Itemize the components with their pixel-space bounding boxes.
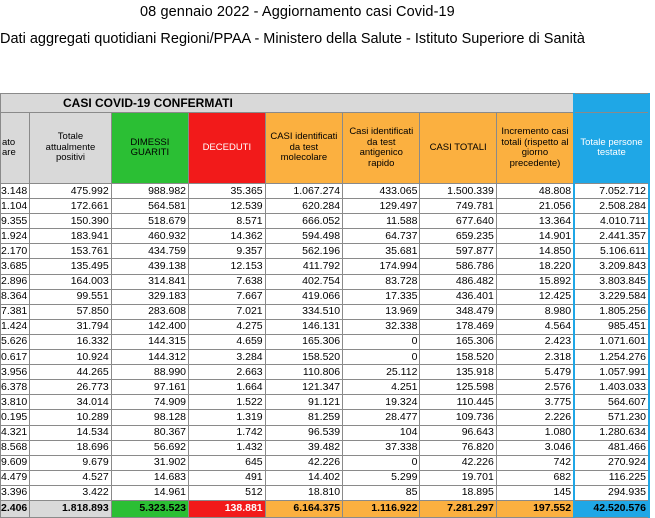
table-cell: 666.052 — [265, 214, 342, 229]
total-cell: 1.818.893 — [30, 500, 111, 517]
table-cell: 3.148 — [1, 184, 30, 199]
group-title-row — [1, 94, 655, 113]
table-cell: 3.396 — [1, 485, 30, 500]
covid-table-container — [0, 93, 655, 518]
table-cell: 742 — [496, 455, 574, 470]
table-cell: 3.229.584 — [574, 289, 649, 304]
table-cell: 18.810 — [265, 485, 342, 500]
table-row — [1, 350, 655, 365]
group-title: CASI COVID-19 CONFERMATI — [1, 94, 575, 113]
table-cell: 5.479 — [496, 365, 574, 380]
table-row — [1, 274, 655, 289]
table-cell: 659.235 — [420, 229, 496, 244]
table-cell: 9.609 — [1, 455, 30, 470]
table-cell: 7.638 — [189, 274, 266, 289]
col-header-deceduti: DECEDUTI — [189, 113, 266, 184]
table-cell: 1.805.256 — [574, 304, 649, 319]
table-cell: 17.335 — [343, 289, 420, 304]
table-cell: 2.441.357 — [574, 229, 649, 244]
table-cell: 14.362 — [189, 229, 266, 244]
col-header-attualmente-positivi: Totale attualmente positivi — [30, 113, 111, 184]
table-cell: 146.131 — [265, 319, 342, 334]
table-cell: 35.365 — [189, 184, 266, 199]
table-cell: 645 — [189, 455, 266, 470]
table-cell: 2.318 — [496, 350, 574, 365]
table-cell: 571.230 — [574, 410, 649, 425]
col-header-dimessi-guariti: DIMESSI GUARITI — [111, 113, 188, 184]
totals-row — [1, 500, 655, 517]
table-cell: 270.924 — [574, 455, 649, 470]
table-cell: 2.576 — [496, 380, 574, 395]
table-cell: 1.280.634 — [574, 425, 649, 440]
table-cell: 104 — [343, 425, 420, 440]
table-cell: 0.617 — [1, 350, 30, 365]
table-cell: 7.667 — [189, 289, 266, 304]
table-cell: 121.347 — [265, 380, 342, 395]
blue-header-top — [574, 94, 649, 113]
table-cell: 37.338 — [343, 440, 420, 455]
table-cell: 3.209.843 — [574, 259, 649, 274]
table-cell: 96.539 — [265, 425, 342, 440]
table-cell: 153.761 — [30, 244, 111, 259]
table-cell: 164.003 — [30, 274, 111, 289]
table-row — [1, 229, 655, 244]
table-cell: 988.982 — [111, 184, 188, 199]
table-cell: 5.299 — [343, 470, 420, 485]
table-cell: 9.679 — [30, 455, 111, 470]
table-row — [1, 319, 655, 334]
table-cell: 85 — [343, 485, 420, 500]
table-cell: 3.284 — [189, 350, 266, 365]
table-cell: 165.306 — [420, 334, 496, 349]
table-cell: 32.338 — [343, 319, 420, 334]
col-header-test-molecolare: CASI identificati da test molecolare — [265, 113, 342, 184]
table-cell: 3.775 — [496, 395, 574, 410]
table-row — [1, 410, 655, 425]
total-cell: 197.552 — [496, 500, 574, 517]
table-cell: 183.941 — [30, 229, 111, 244]
table-cell: 18.696 — [30, 440, 111, 455]
table-cell: 42.226 — [265, 455, 342, 470]
table-row — [1, 470, 655, 485]
table-cell: 142.400 — [111, 319, 188, 334]
table-cell: 26.773 — [30, 380, 111, 395]
table-cell: 486.482 — [420, 274, 496, 289]
table-cell: 1.432 — [189, 440, 266, 455]
table-cell: 6.378 — [1, 380, 30, 395]
table-cell: 14.534 — [30, 425, 111, 440]
table-row — [1, 334, 655, 349]
table-cell: 109.736 — [420, 410, 496, 425]
table-cell: 1.924 — [1, 229, 30, 244]
table-cell: 135.918 — [420, 365, 496, 380]
table-cell: 1.080 — [496, 425, 574, 440]
table-row — [1, 289, 655, 304]
total-cell: 138.881 — [189, 500, 266, 517]
col-header-persone-testate: Totale persone testate — [574, 113, 649, 184]
table-cell: 4.010.711 — [574, 214, 649, 229]
table-row — [1, 395, 655, 410]
table-cell: 31.794 — [30, 319, 111, 334]
table-cell: 4.321 — [1, 425, 30, 440]
table-cell: 564.607 — [574, 395, 649, 410]
table-cell: 14.683 — [111, 470, 188, 485]
table-cell: 83.728 — [343, 274, 420, 289]
table-cell: 4.275 — [189, 319, 266, 334]
table-cell: 14.961 — [111, 485, 188, 500]
table-cell: 2.423 — [496, 334, 574, 349]
table-cell: 597.877 — [420, 244, 496, 259]
table-row — [1, 184, 655, 199]
table-row — [1, 425, 655, 440]
table-cell: 16.332 — [30, 334, 111, 349]
table-cell: 594.498 — [265, 229, 342, 244]
table-cell: 1.664 — [189, 380, 266, 395]
table-cell: 8.980 — [496, 304, 574, 319]
table-cell: 125.598 — [420, 380, 496, 395]
table-cell: 34.014 — [30, 395, 111, 410]
table-cell: 1.104 — [1, 199, 30, 214]
table-cell: 18.220 — [496, 259, 574, 274]
table-cell: 99.551 — [30, 289, 111, 304]
col-header-0: ato are — [1, 113, 30, 184]
table-cell: 2.508.284 — [574, 199, 649, 214]
table-cell: 411.792 — [265, 259, 342, 274]
table-cell: 5.106.611 — [574, 244, 649, 259]
table-cell: 0 — [343, 455, 420, 470]
table-cell: 12.425 — [496, 289, 574, 304]
total-cell: 2.406 — [1, 500, 30, 517]
table-cell: 682 — [496, 470, 574, 485]
table-cell: 116.225 — [574, 470, 649, 485]
column-header-row — [1, 113, 655, 184]
table-cell: 4.527 — [30, 470, 111, 485]
table-cell: 2.896 — [1, 274, 30, 289]
table-cell: 28.477 — [343, 410, 420, 425]
table-cell: 314.841 — [111, 274, 188, 289]
table-cell: 1.500.339 — [420, 184, 496, 199]
table-row — [1, 214, 655, 229]
table-cell: 334.510 — [265, 304, 342, 319]
table-cell: 1.424 — [1, 319, 30, 334]
table-cell: 1.057.991 — [574, 365, 649, 380]
table-cell: 518.679 — [111, 214, 188, 229]
table-cell: 7.381 — [1, 304, 30, 319]
table-cell: 460.932 — [111, 229, 188, 244]
table-row — [1, 304, 655, 319]
table-cell: 439.138 — [111, 259, 188, 274]
table-cell: 481.466 — [574, 440, 649, 455]
table-cell: 402.754 — [265, 274, 342, 289]
table-cell: 13.364 — [496, 214, 574, 229]
table-cell: 564.581 — [111, 199, 188, 214]
table-cell: 178.469 — [420, 319, 496, 334]
table-cell: 172.661 — [30, 199, 111, 214]
table-cell: 19.701 — [420, 470, 496, 485]
table-cell: 8.568 — [1, 440, 30, 455]
table-cell: 25.112 — [343, 365, 420, 380]
table-cell: 129.497 — [343, 199, 420, 214]
table-cell: 1.522 — [189, 395, 266, 410]
table-cell: 0 — [343, 350, 420, 365]
table-body — [1, 184, 655, 518]
col-header-test-antigenico: Casi identificati da test antigenico rapido — [343, 113, 420, 184]
table-cell: 98.128 — [111, 410, 188, 425]
table-cell: 3.956 — [1, 365, 30, 380]
table-cell: 283.608 — [111, 304, 188, 319]
table-cell: 7.052.712 — [574, 184, 649, 199]
table-cell: 3.046 — [496, 440, 574, 455]
table-cell: 1.067.274 — [265, 184, 342, 199]
table-cell: 81.259 — [265, 410, 342, 425]
table-cell: 4.479 — [1, 470, 30, 485]
table-cell: 294.935 — [574, 485, 649, 500]
table-cell: 64.737 — [343, 229, 420, 244]
table-cell: 8.571 — [189, 214, 266, 229]
table-cell: 0 — [343, 334, 420, 349]
table-cell: 10.924 — [30, 350, 111, 365]
table-cell: 144.315 — [111, 334, 188, 349]
table-cell: 14.402 — [265, 470, 342, 485]
table-cell: 145 — [496, 485, 574, 500]
table-cell: 91.121 — [265, 395, 342, 410]
table-cell: 31.902 — [111, 455, 188, 470]
table-cell: 434.759 — [111, 244, 188, 259]
page-title: 08 gennaio 2022 - Aggiornamento casi Covid-19 — [140, 4, 455, 20]
table-cell: 419.066 — [265, 289, 342, 304]
table-cell: 3.685 — [1, 259, 30, 274]
table-cell: 74.909 — [111, 395, 188, 410]
total-cell: 1.116.922 — [343, 500, 420, 517]
table-cell: 11.588 — [343, 214, 420, 229]
table-cell: 1.254.276 — [574, 350, 649, 365]
table-cell: 165.306 — [265, 334, 342, 349]
table-cell: 19.324 — [343, 395, 420, 410]
table-cell: 135.495 — [30, 259, 111, 274]
table-cell: 0.195 — [1, 410, 30, 425]
table-cell: 39.482 — [265, 440, 342, 455]
table-row — [1, 365, 655, 380]
table-cell: 144.312 — [111, 350, 188, 365]
table-cell: 80.367 — [111, 425, 188, 440]
table-cell: 2.663 — [189, 365, 266, 380]
table-cell: 436.401 — [420, 289, 496, 304]
table-cell: 433.065 — [343, 184, 420, 199]
table-cell: 14.850 — [496, 244, 574, 259]
table-cell: 12.539 — [189, 199, 266, 214]
table-cell: 18.895 — [420, 485, 496, 500]
table-cell: 7.021 — [189, 304, 266, 319]
table-cell: 1.319 — [189, 410, 266, 425]
col-header-incremento: Incremento casi totali (rispetto al giorno precedente) — [496, 113, 574, 184]
table-cell: 44.265 — [30, 365, 111, 380]
table-cell: 13.969 — [343, 304, 420, 319]
table-cell: 9.355 — [1, 214, 30, 229]
table-cell: 4.564 — [496, 319, 574, 334]
table-cell: 586.786 — [420, 259, 496, 274]
table-cell: 5.626 — [1, 334, 30, 349]
table-cell: 12.153 — [189, 259, 266, 274]
col-header-casi-totali: CASI TOTALI — [420, 113, 496, 184]
table-cell: 21.056 — [496, 199, 574, 214]
table-cell: 35.681 — [343, 244, 420, 259]
table-cell: 48.808 — [496, 184, 574, 199]
table-cell: 512 — [189, 485, 266, 500]
table-cell: 174.994 — [343, 259, 420, 274]
table-cell: 15.892 — [496, 274, 574, 289]
table-cell: 76.820 — [420, 440, 496, 455]
table-cell: 4.659 — [189, 334, 266, 349]
total-cell: 5.323.523 — [111, 500, 188, 517]
total-cell: 7.281.297 — [420, 500, 496, 517]
table-cell: 475.992 — [30, 184, 111, 199]
table-cell: 97.161 — [111, 380, 188, 395]
covid-cases-table — [0, 93, 655, 518]
table-cell: 56.692 — [111, 440, 188, 455]
table-cell: 57.850 — [30, 304, 111, 319]
table-cell: 348.479 — [420, 304, 496, 319]
page-subtitle: Dati aggregati quotidiani Regioni/PPAA - Ministero della Salute - Istituto Superiore di Sanità — [0, 31, 585, 47]
table-row — [1, 485, 655, 500]
table-cell: 3.810 — [1, 395, 30, 410]
table-cell: 96.643 — [420, 425, 496, 440]
table-cell: 2.170 — [1, 244, 30, 259]
table-cell: 1.071.601 — [574, 334, 649, 349]
table-cell: 4.251 — [343, 380, 420, 395]
table-cell: 8.364 — [1, 289, 30, 304]
table-cell: 88.990 — [111, 365, 188, 380]
table-cell: 329.183 — [111, 289, 188, 304]
table-row — [1, 244, 655, 259]
table-cell: 749.781 — [420, 199, 496, 214]
table-cell: 110.806 — [265, 365, 342, 380]
total-cell: 42.520.576 — [574, 500, 649, 517]
table-cell: 677.640 — [420, 214, 496, 229]
table-cell: 3.422 — [30, 485, 111, 500]
table-cell: 150.390 — [30, 214, 111, 229]
table-cell: 562.196 — [265, 244, 342, 259]
table-row — [1, 199, 655, 214]
table-cell: 42.226 — [420, 455, 496, 470]
table-row — [1, 259, 655, 274]
table-cell: 1.403.033 — [574, 380, 649, 395]
table-cell: 620.284 — [265, 199, 342, 214]
table-cell: 158.520 — [265, 350, 342, 365]
table-cell: 14.901 — [496, 229, 574, 244]
table-cell: 110.445 — [420, 395, 496, 410]
table-cell: 158.520 — [420, 350, 496, 365]
total-cell: 6.164.375 — [265, 500, 342, 517]
table-cell: 10.289 — [30, 410, 111, 425]
table-row — [1, 380, 655, 395]
table-cell: 9.357 — [189, 244, 266, 259]
table-cell: 2.226 — [496, 410, 574, 425]
table-cell: 3.803.845 — [574, 274, 649, 289]
table-row — [1, 455, 655, 470]
table-cell: 491 — [189, 470, 266, 485]
table-row — [1, 440, 655, 455]
table-cell: 1.742 — [189, 425, 266, 440]
table-cell: 985.451 — [574, 319, 649, 334]
